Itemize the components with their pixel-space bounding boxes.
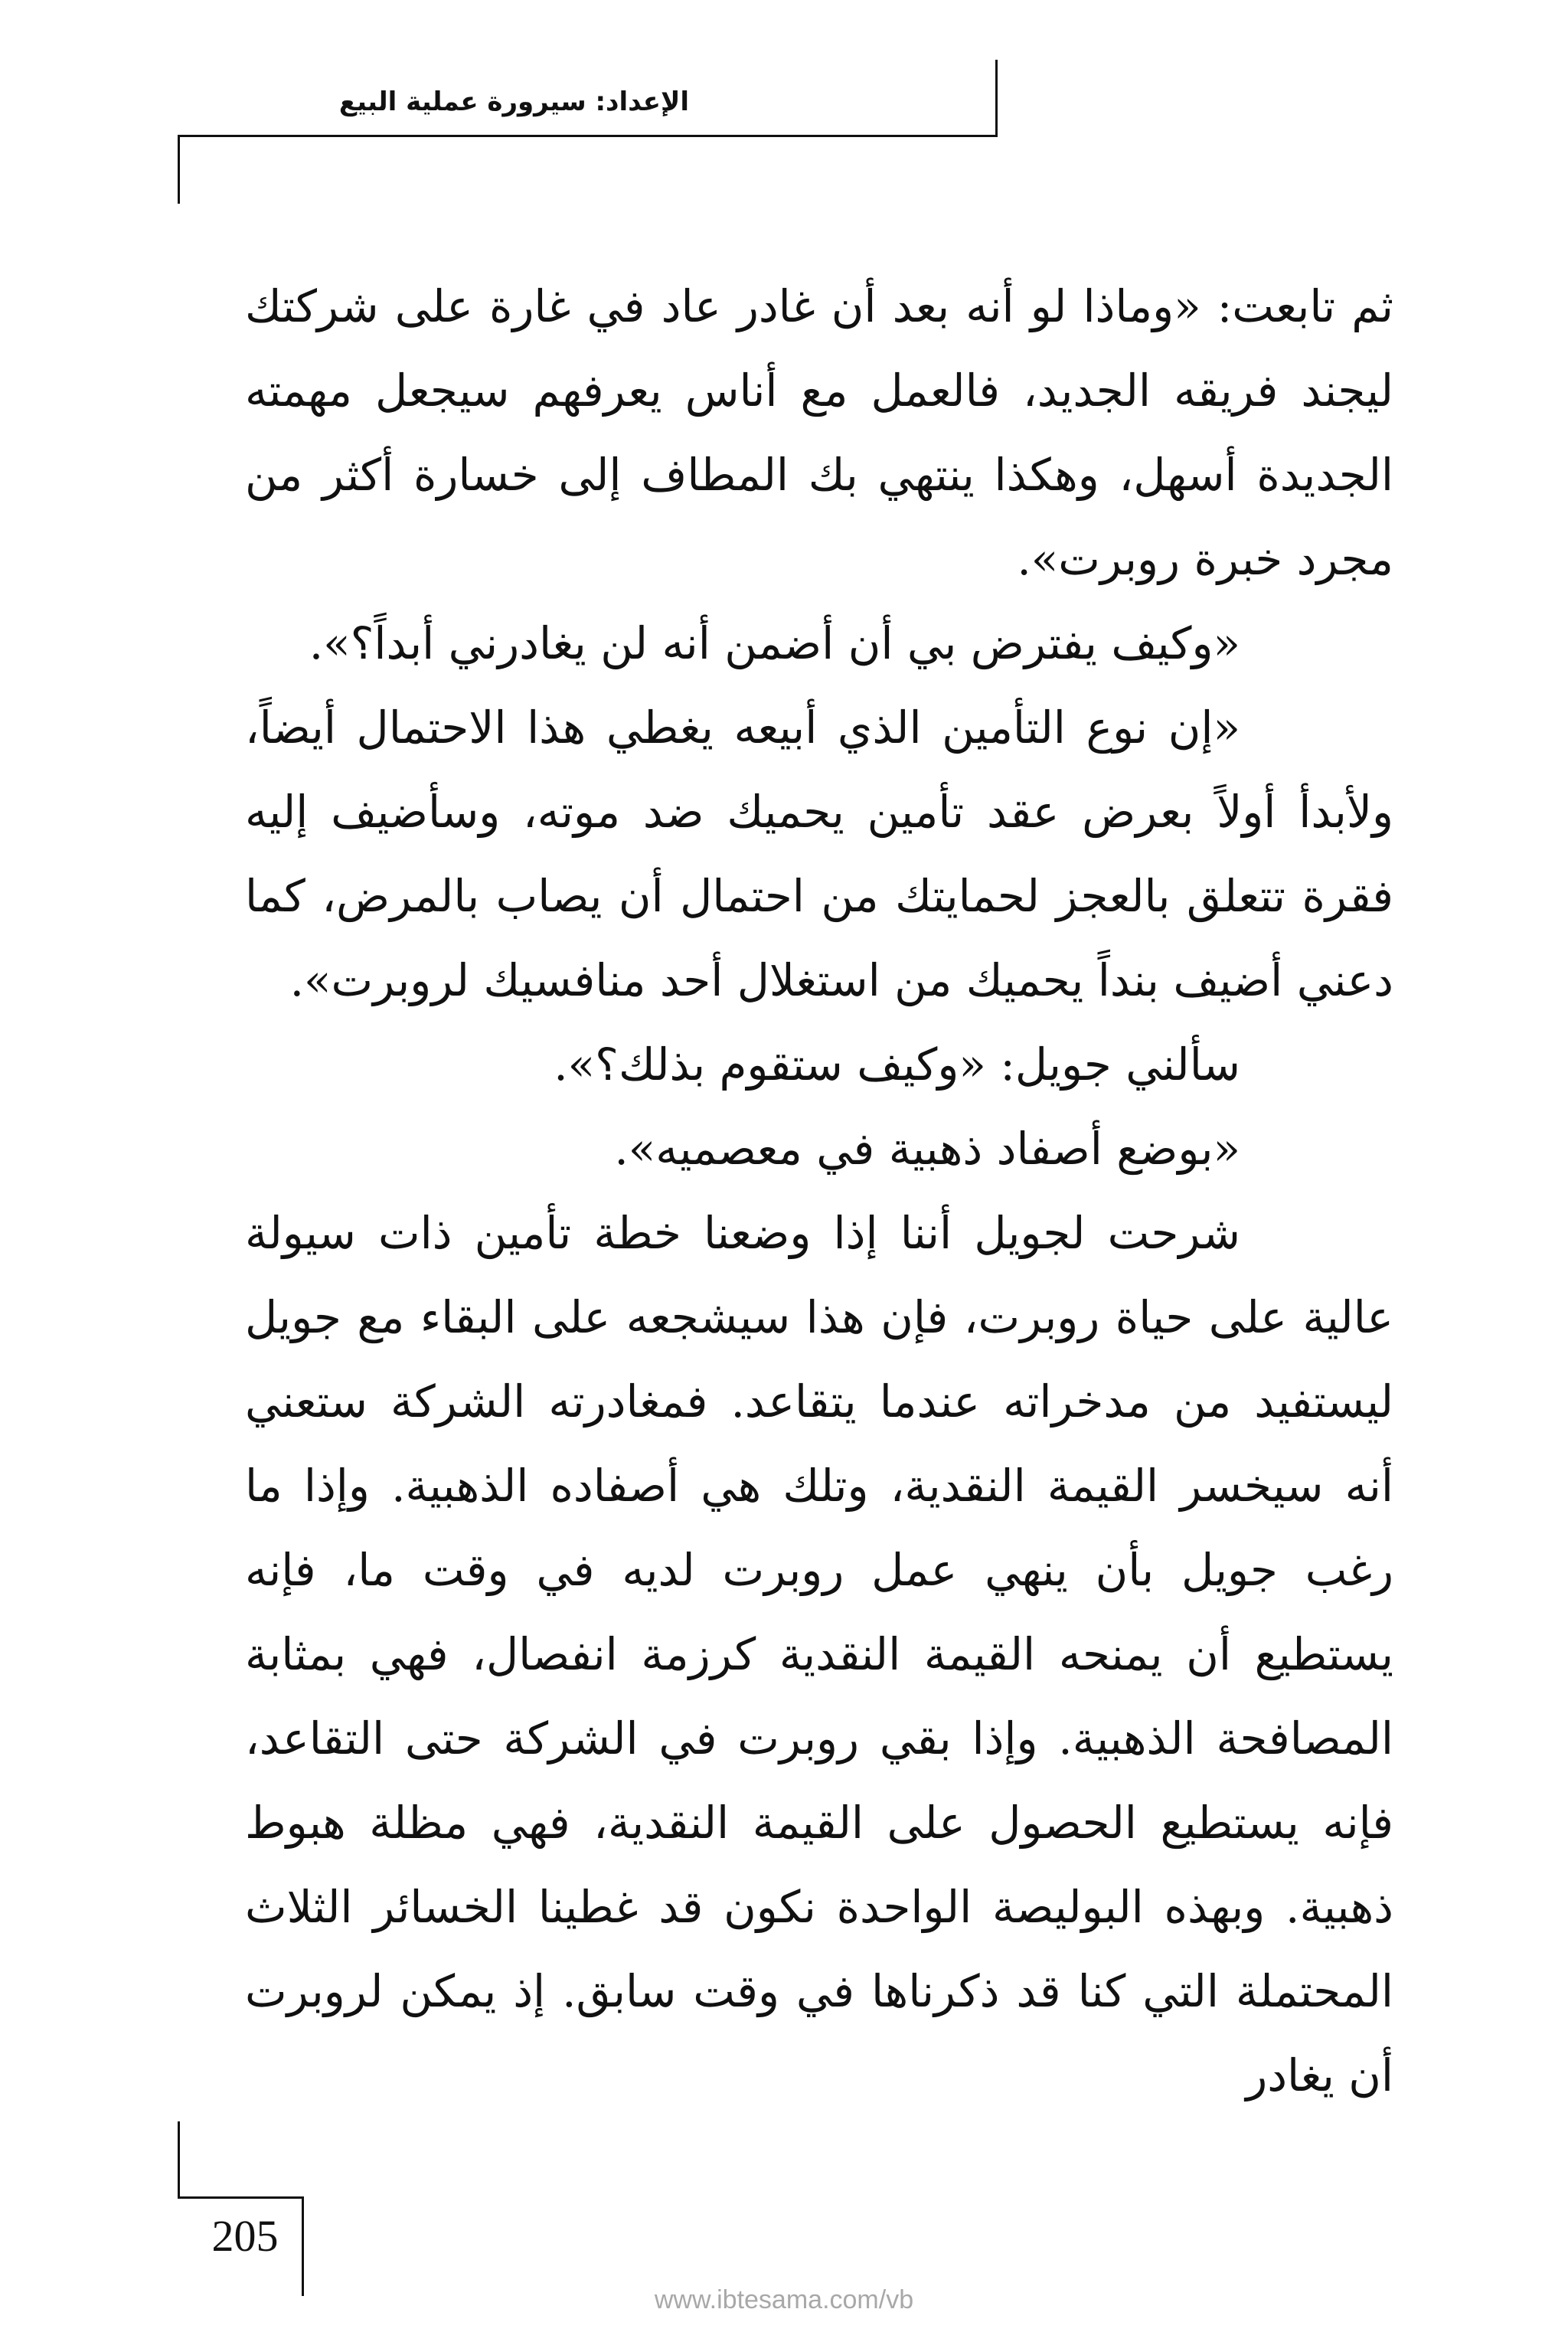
header-rule-left-tick — [178, 135, 180, 204]
header-rule-vertical — [995, 60, 998, 136]
footer-rule-horizontal — [178, 2196, 304, 2199]
page-number: 205 — [211, 2211, 279, 2261]
running-header-title: الإعداد: سيرورة عملية البيع — [338, 87, 689, 117]
paragraph: «وكيف يفترض بي أن أضمن أنه لن يغادرني أبداً؟». — [309, 617, 1240, 669]
paragraph: ثم تابعت: «وماذا لو أنه بعد أن غادر عاد في غارة على شركتك ليجند فريقه الجديد، فالعمل مع أناس يعرفهم سيجعل مهمته الجديدة أسهل، وهكذا ينتهي بك المطاف إلى خسارة أكثر من مجرد خبرة روبرت». — [245, 280, 1393, 585]
header-rule-horizontal — [178, 135, 998, 137]
paragraph: سألني جويل: «وكيف ستقوم بذلك؟». — [554, 1038, 1240, 1091]
paragraph: «إن نوع التأمين الذي أبيعه يغطي هذا الاحتمال أيضاً، ولأبدأ أولاً بعرض عقد تأمين يحميك ضد موته، وسأضيف إليه فقرة تتعلق بالعجز لحمايتك من احتمال أن يصاب بالمرض، كما دعني أضيف بنداً يحميك من استغلال أحد منافسيك لروبرت». — [245, 702, 1393, 1006]
paragraph: «بوضع أصفاد ذهبية في معصميه». — [614, 1123, 1240, 1175]
paragraph: شرحت لجويل أننا إذا وضعنا خطة تأمين ذات سيولة عالية على حياة روبرت، فإن هذا سيشجعه على البقاء مع جويل ليستفيد من مدخراته عندما يتقاعد. فمغادرته الشركة ستعني أنه سيخسر القيمة النقدية، وتلك هي أصفاده الذهبية. وإذا ما رغب جويل بأن ينهي عمل روبرت لديه في وقت ما، فإنه يستطيع أن يمنحه القيمة النقدية كرزمة انفصال، فهي بمثابة المصافحة الذهبية. وإذا بقي روبرت في الشركة حتى التقاعد، فإنه يستطيع الحصول على القيمة النقدية، فهي مظلة هبوط ذهبية. وبهذه البوليصة الواحدة نكون قد غطينا الخسائر الثلاث المحتملة التي كنا قد ذكرناها في وقت سابق. إذ يمكن لروبرت أن يغادر — [245, 1207, 1393, 2101]
page-body — [245, 264, 1393, 2118]
footer-rule-vertical — [178, 2121, 180, 2198]
site-watermark: www.ibtesama.com/vb — [654, 2285, 914, 2314]
